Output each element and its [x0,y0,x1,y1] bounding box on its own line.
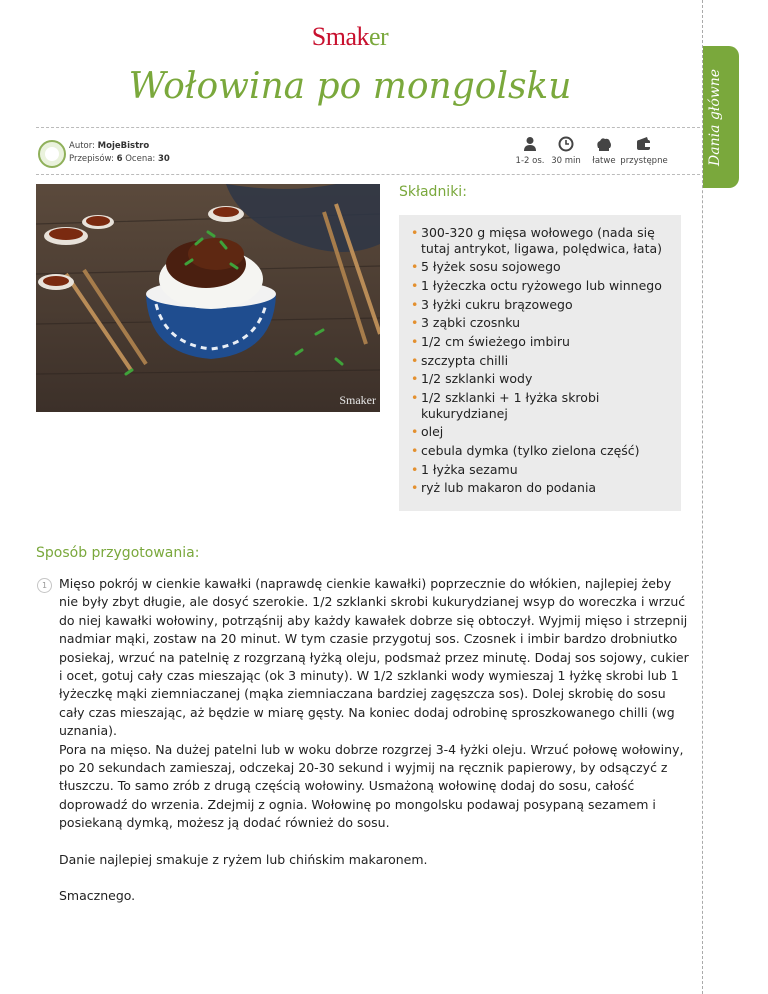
category-tab [703,46,739,188]
ingredient-item: • 1/2 cm świeżego imbiru [409,334,675,350]
divider-top [36,127,700,128]
photo-watermark: Smaker [339,393,376,407]
recipe-photo [36,184,380,412]
stat-cost: przystępne [620,136,668,166]
ingredient-item: • olej [409,424,675,440]
ingredients-heading: Składniki: [399,184,467,200]
ingredient-item: • ryż lub makaron do podania [409,480,675,496]
ingredient-item: • szczypta chilli [409,353,675,369]
ingredient-item: • 1 łyżka sezamu [409,462,675,478]
ingredient-item: • 300-320 g mięsa wołowego (nada się tutaj antrykot, ligawa, polędwica, łata) [409,225,675,256]
step-paragraph: Pora na mięso. Na dużej patelni lub w woku dobrze rozgrzej 3-4 łyżki oleju. Wrzuć połowę wołowiny, po 20 sekundach zamieszaj, odczekaj 20-30 sekund i wyjmij na ręcznik papierowy, by odsączyć z tłuszczu. To samo zrób z drugą częścią wołowiny. Usmażoną wołowinę dodaj do sosu, całość doprowadź do wrzenia. Zdejmij z ognia. Wołowinę po mongolsku podawaj posypaną sezamem i posiekaną dymką, możesz ją dodać również do sosu. [59,741,684,831]
author-stats-line: Przepisów: 6 Ocena: 30 [69,154,170,164]
step-paragraph: Mięso pokrój w cienkie kawałki (naprawdę cienkie kawałki) poprzecznie do włókien, najlepiej żeby nie były zbyt długie, ale dosyć szerokie. 1/2 szklanki skrobi kukurydzianej wsyp do woreczka i wrzuć do niej kawałki wołowiny, potrząśnij aby każdy kawałek dobrze się obtoczył. Wyjmij mięso i strzepnij nadmiar mąki, zostaw na 20 minut. W tym czasie przygotuj sos. Czosnek i imbir bardzo drobniutko posiekaj, wrzuć na patelnię z rozgrzaną łyżką oleju, podsmaż przez minutę. Dodaj sos sojowy, cukier i ocet, gotuj cały czas mieszając (ok 3 minuty). W 1/2 szklanki wody wymieszaj 1 łyżkę skrobi lub 1 łyżeczkę mąki ziemniaczanej (mąka ziemniaczana bardziej zagęszcza sos). Dolej skrobię do sosu cały czas mieszając, aż będzie w miarę gęsty. Na koniec dodaj odrobinę sproszkowanego chilli (wg uznania). [59,576,689,739]
step-paragraph: Danie najlepiej smakuje z ryżem lub chińskim makaronem. [59,851,428,867]
smaker-logo: Smaker [311,22,389,51]
dish-illustration [36,184,380,412]
stat-difficulty: łatwe [589,136,619,166]
divider-header [36,174,700,175]
author-meta [69,140,170,166]
clock-icon [549,136,583,152]
stat-time: 30 min [549,136,583,166]
category-tab-label: Dania główne [707,68,723,166]
ingredient-item: • cebula dymka (tylko zielona część) [409,443,675,459]
ingredient-item: • 1/2 szklanki + 1 łyżka skrobi kukurydzianej [409,390,675,421]
author-line: Autor: MojeBistro [69,141,150,151]
stat-servings: 1-2 os. [513,136,547,166]
wallet-icon [620,136,668,152]
ingredient-item: • 1 łyżeczka octu ryżowego lub winnego [409,278,675,294]
ingredient-item: • 5 łyżek sosu sojowego [409,259,675,275]
recipe-title: Wołowina po mongolsku [128,66,572,107]
ingredients-list [399,215,681,496]
ingredient-item: • 3 łyżki cukru brązowego [409,297,675,313]
preparation-heading: Sposób przygotowania: [36,545,200,561]
step-number-badge: 1 [37,578,52,593]
author-avatar [38,140,66,168]
step-text [59,575,689,906]
person-icon [513,136,547,152]
ingredient-item: • 1/2 szklanki wody [409,371,675,387]
chef-hat-icon [589,136,619,152]
ingredient-item: • 3 ząbki czosnku [409,315,675,331]
ingredients-box [399,215,681,511]
author-name: MojeBistro [97,141,150,151]
step-paragraph: Smacznego. [59,888,136,904]
